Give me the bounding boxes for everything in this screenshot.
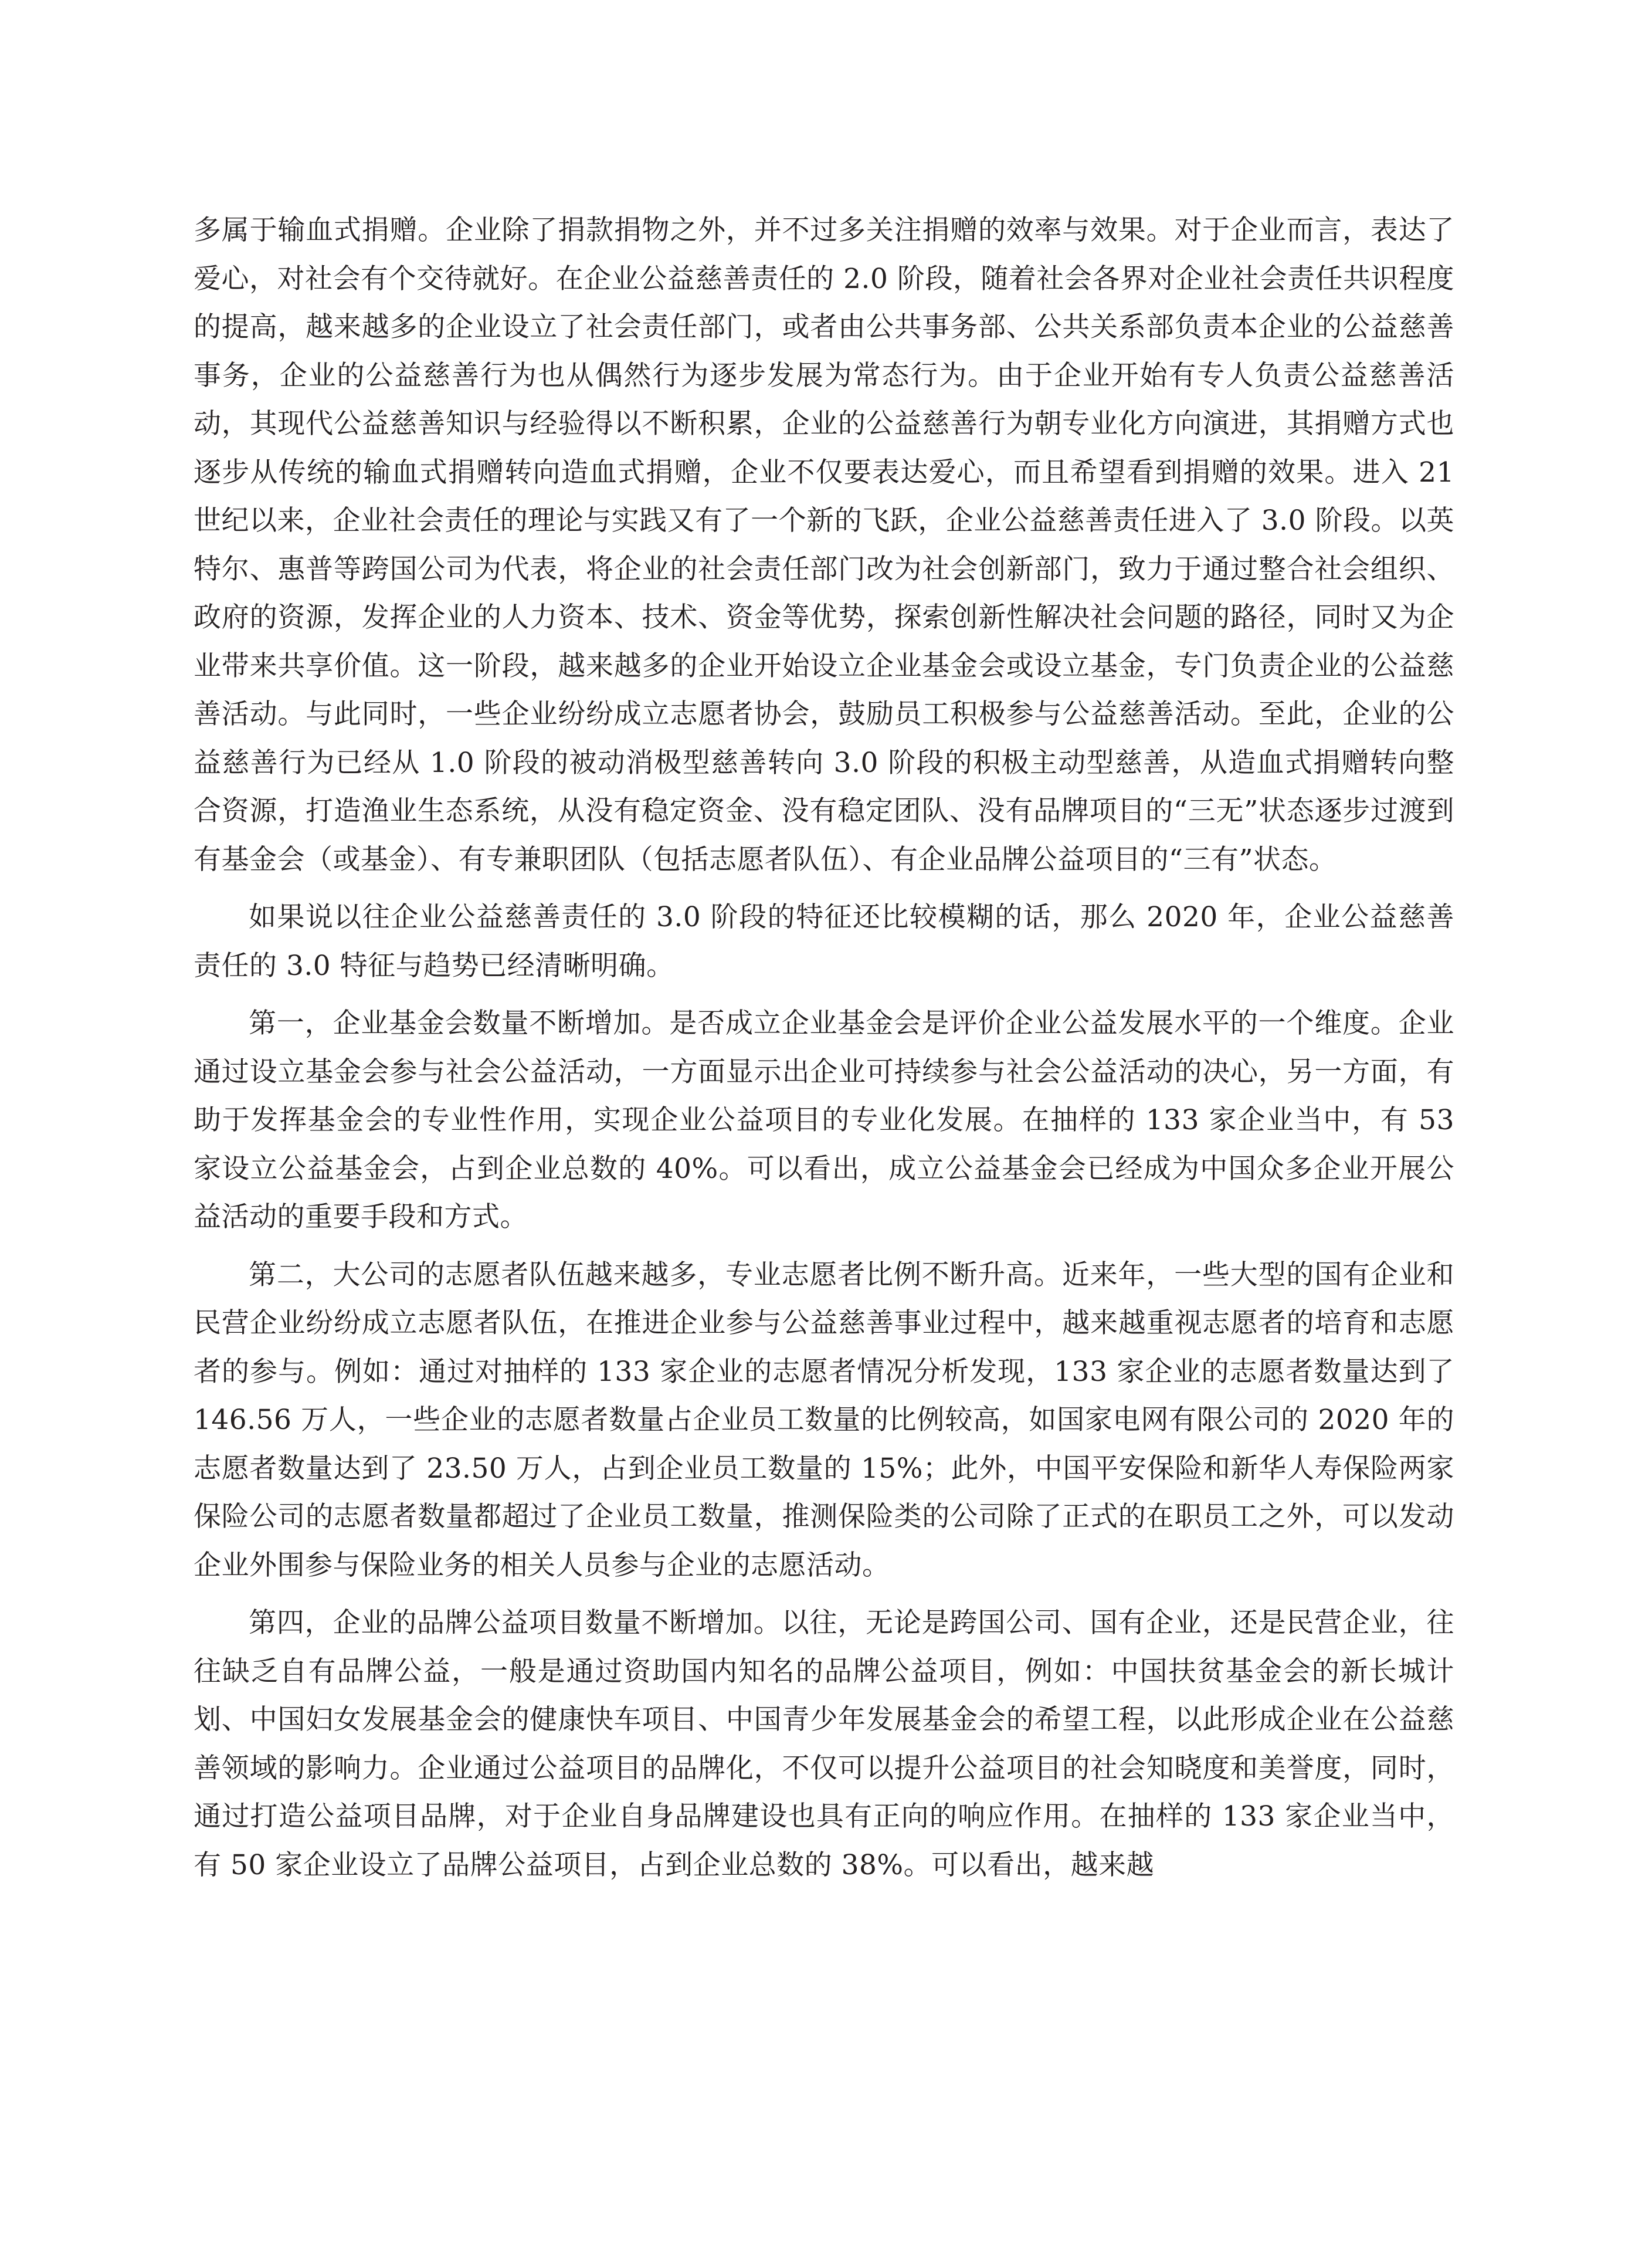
paragraph-continuation: 多属于输血式捐赠。企业除了捐款捐物之外，并不过多关注捐赠的效率与效果。对于企业而言，表达了爱心，对社会有个交待就好。在企业公益慈善责任的 2.0 阶段，随着社会各界对企业社会责任共识程度的提高，越来越多的企业设立了社会责任部门，或者由公共事务部、公共关系部负责本企业的公益慈善事务，企业的公益慈善行为也从偶然行为逐步发展为常态行为。由于企业开始有专人负责公益慈善活动，其现代公益慈善知识与经验得以不断积累，企业的公益慈善行为朝专业化方向演进，其捐赠方式也逐步从传统的输血式捐赠转向造血式捐赠，企业不仅要表达爱心，而且希望看到捐赠的效果。进入 21 世纪以来，企业社会责任的理论与实践又有了一个新的飞跃，企业公益慈善责任进入了 3.0 阶段。以英特尔、惠普等跨国公司为代表，将企业的社会责任部门改为社会创新部门，致力于通过整合社会组织、政府的资源，发挥企业的人力资本、技术、资金等优势，探索创新性解决社会问题的路径，同时又为企业带来共享价值。这一阶段，越来越多的企业开始设立企业基金会或设立基金，专门负责企业的公益慈善活动。与此同时，一些企业纷纷成立志愿者协会，鼓励员工积极参与公益慈善活动。至此，企业的公益慈善行为已经从 1.0 阶段的被动消极型慈善转向 3.0 阶段的积极主动型慈善，从造血式捐赠转向整合资源，打造渔业生态系统，从没有稳定资金、没有稳定团队、没有品牌项目的“三无”状态逐步过渡到有基金会（或基金）、有专兼职团队（包括志愿者队伍）、有企业品牌公益项目的“三有”状态。 — [194, 214, 1454, 876]
paragraph-second-volunteers: 第二，大公司的志愿者队伍越来越多，专业志愿者比例不断升高。近来年，一些大型的国有企业和民营企业纷纷成立志愿者队伍，在推进企业参与公益慈善事业过程中，越来越重视志愿者的培育和志愿者的参与。例如：通过对抽样的 133 家企业的志愿者情况分析发现，133 家企业的志愿者数量达到了 146.56 万人，一些企业的志愿者数量占企业员工数量的比例较高，如国家电网有限公司的 2020 年的志愿者数量达到了 23.50 万人，占到企业员工数量的 15%；此外，中国平安保险和新华人寿保险两家保险公司的志愿者数量都超过了企业员工数量，推测保险类的公司除了正式的在职员工之外，可以发动企业外围参与保险业务的相关人员参与企业的志愿活动。 — [194, 1258, 1454, 1582]
paragraph-3-0-stage-intro: 如果说以往企业公益慈善责任的 3.0 阶段的特征还比较模糊的话，那么 2020 年，企业公益慈善责任的 3.0 特征与趋势已经清晰明确。 — [194, 901, 1454, 982]
paragraph-first-foundations: 第一，企业基金会数量不断增加。是否成立企业基金会是评价企业公益发展水平的一个维度。企业通过设立基金会参与社会公益活动，一方面显示出企业可持续参与社会公益活动的决心，另一方面，有助于发挥基金会的专业性作用，实现企业公益项目的专业化发展。在抽样的 133 家企业当中，有 53 家设立公益基金会，占到企业总数的 40%。可以看出，成立公益基金会已经成为中国众多企业开展公益活动的重要手段和方式。 — [194, 1007, 1454, 1233]
paragraph-fourth-brand-projects: 第四，企业的品牌公益项目数量不断增加。以往，无论是跨国公司、国有企业，还是民营企业，往往缺乏自有品牌公益，一般是通过资助国内知名的品牌公益项目，例如：中国扶贫基金会的新长城计划、中国妇女发展基金会的健康快车项目、中国青少年发展基金会的希望工程，以此形成企业在公益慈善领域的影响力。企业通过公益项目的品牌化，不仅可以提升公益项目的社会知晓度和美誉度，同时，通过打造公益项目品牌，对于企业自身品牌建设也具有正向的响应作用。在抽样的 133 家企业当中，有 50 家企业设立了品牌公益项目，占到企业总数的 38%。可以看出，越来越 — [194, 1607, 1454, 1881]
body-text — [194, 206, 1454, 1889]
